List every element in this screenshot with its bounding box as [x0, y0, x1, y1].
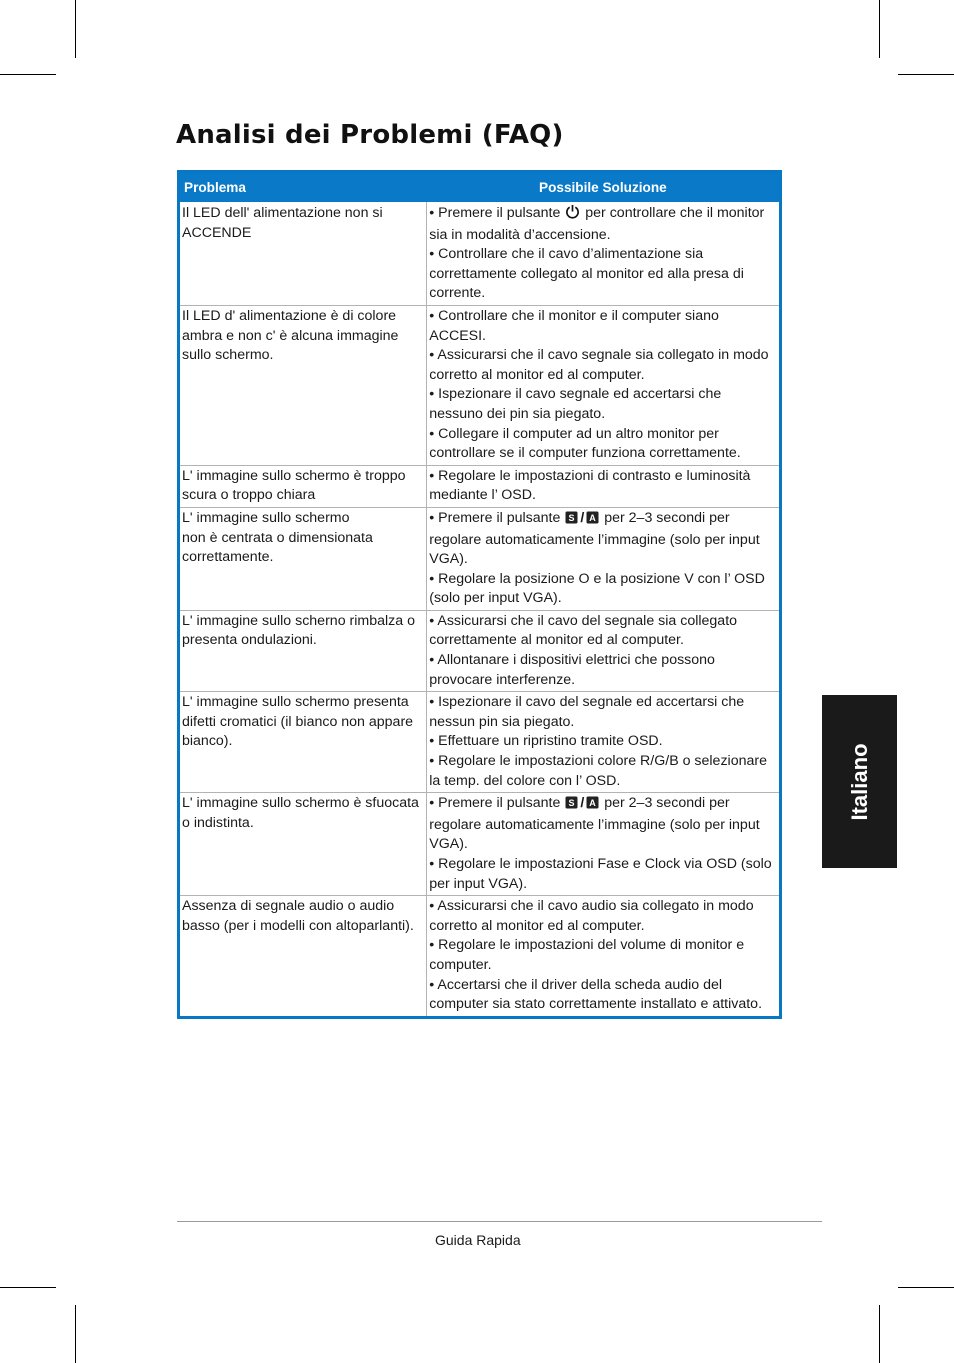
solution-text: • Premere il pulsante [429, 205, 565, 221]
table-row [179, 896, 781, 1018]
a-button-icon [586, 796, 599, 816]
problem-text: correttamente. [182, 549, 274, 566]
faq-table [177, 170, 782, 1019]
solution-item: • Accertarsi che il driver della scheda audio del computer sia stato correttamente installato e attivato. [429, 976, 763, 1013]
page-title: Analisi dei Problemi (FAQ) [176, 120, 564, 150]
table-row [179, 507, 781, 610]
problem-text: o indistinta. [182, 814, 254, 831]
solution-item: • Assicurarsi che il cavo audio sia collegato in modo corretto al monitor ed al computer. [429, 898, 754, 934]
problem-text: non è centrata o dimensionata [182, 529, 373, 546]
footer-divider [177, 1221, 822, 1222]
problem-text: ambra e non c' è alcuna immagine [182, 327, 399, 344]
problem-text: L' immagine sullo schermo [182, 509, 350, 526]
problem-text: L' immagine sullo schermo presenta [182, 694, 409, 711]
solution-item [429, 509, 776, 570]
solution-item: • Regolare le impostazioni del volume di monitor e computer. [429, 937, 745, 973]
s-a-buttons-icon [564, 795, 600, 811]
crop-mark [898, 74, 954, 75]
table-row [179, 305, 781, 465]
solution-item: • Ispezionare il cavo del segnale ed accertarsi che nessun pin sia piegato. [429, 694, 745, 730]
problem-text: bianco). [182, 733, 233, 750]
icon-separator: / [580, 795, 585, 812]
solution-item [429, 204, 776, 245]
crop-mark [75, 1305, 76, 1363]
crop-mark [0, 74, 56, 75]
solution-cell [427, 610, 781, 691]
crop-mark [75, 0, 76, 58]
solution-item: • Controllare che il cavo d’alimentazione sia correttamente collegato al monitor ed alla presa di corrente. [429, 246, 744, 302]
table-row [179, 692, 781, 793]
problem-cell [179, 896, 427, 1018]
problem-text: difetti cromatici (il bianco non appare [182, 713, 414, 730]
a-button-icon [586, 511, 599, 531]
solution-text: per 2–3 secondi per regolare automaticamente l’immagine (solo per input VGA). [429, 509, 760, 568]
table-row [179, 793, 781, 896]
problem-text: Il LED d' alimentazione è di colore [182, 307, 397, 324]
problem-text: L' immagine sullo schermo è troppo [182, 467, 406, 484]
svg-text:S: S [568, 798, 575, 809]
crop-mark [0, 1287, 56, 1288]
solution-item: • Ispezionare il cavo segnale ed accertarsi che nessuno dei pin sia piegato. [429, 386, 722, 422]
svg-text:A: A [589, 512, 597, 523]
icon-separator: / [580, 509, 585, 526]
svg-text:A: A [589, 798, 597, 809]
table-body [179, 202, 781, 1017]
problem-cell [179, 507, 427, 610]
solution-item [429, 794, 776, 855]
problem-cell [179, 202, 427, 305]
solution-item: • Regolare le impostazioni Fase e Clock via OSD (solo per input VGA). [429, 856, 772, 892]
solution-item: • Allontanare i dispositivi elettrici che possono provocare interferenze. [429, 652, 715, 688]
solution-item: • Regolare la posizione O e la posizione V con l’ OSD (solo per input VGA). [429, 570, 765, 607]
problem-cell [179, 610, 427, 691]
table-row [179, 202, 781, 305]
s-button-icon [565, 511, 578, 531]
solution-item: • Regolare le impostazioni colore R/G/B o selezionare la temp. del colore con l’ OSD. [429, 753, 767, 789]
svg-text:S: S [568, 512, 575, 523]
problem-text: basso (per i modelli con altoparlanti). [182, 917, 414, 934]
problem-text: Assenza di segnale audio o audio [182, 898, 395, 915]
problem-text: sullo schermo. [182, 347, 274, 364]
problem-text: Il LED dell' alimentazione non si [182, 205, 383, 221]
solution-text: per 2–3 secondi per regolare automaticamente l’immagine (solo per input VGA). [429, 795, 760, 853]
table-row [179, 610, 781, 691]
solution-cell [427, 896, 781, 1018]
crop-mark [879, 0, 880, 58]
solution-cell [427, 692, 781, 793]
solution-item: • Assicurarsi che il cavo del segnale sia collegato correttamente al monitor ed al computer. [429, 612, 738, 649]
s-a-buttons-icon [564, 510, 600, 526]
solution-cell [427, 305, 781, 465]
solution-cell [427, 793, 781, 896]
solution-cell [427, 507, 781, 610]
problem-text: scura o troppo chiara [182, 487, 316, 504]
problem-cell [179, 793, 427, 896]
footer-text: Guida Rapida [435, 1232, 521, 1248]
solution-text: per controllare che il monitor sia in modalità d’accensione. [429, 205, 765, 243]
problem-text: L' immagine sullo scherno rimbalza o [182, 612, 415, 629]
solution-cell [427, 202, 781, 305]
crop-mark [898, 1287, 954, 1288]
header-solution: Possibile Soluzione [427, 172, 781, 203]
solution-text: • Premere il pulsante [429, 795, 565, 812]
language-tab-label: Italiano [846, 742, 872, 821]
crop-mark [879, 1305, 880, 1363]
solution-text: • Premere il pulsante [429, 509, 565, 526]
table-row [179, 465, 781, 507]
problem-text: L' immagine sullo schermo è sfuocata [182, 795, 419, 812]
language-tab [822, 695, 897, 868]
s-button-icon [565, 796, 578, 816]
power-icon [565, 204, 580, 226]
solution-item: • Regolare le impostazioni di contrasto e luminosità mediante l’ OSD. [429, 467, 751, 504]
solution-item: • Assicurarsi che il cavo segnale sia collegato in modo corretto al monitor ed al computer. [429, 347, 769, 383]
problem-text: ACCENDE [182, 224, 252, 241]
problem-cell [179, 692, 427, 793]
problem-cell [179, 465, 427, 507]
solution-item: • Effettuare un ripristino tramite OSD. [429, 733, 663, 750]
table-header-row [179, 172, 781, 203]
solution-item: • Collegare il computer ad un altro monitor per controllare se il computer funziona correttamente. [429, 425, 741, 462]
problem-text: presenta ondulazioni. [182, 632, 317, 649]
solution-item: • Controllare che il monitor e il computer siano ACCESI. [429, 307, 719, 344]
solution-cell [427, 465, 781, 507]
header-problem: Problema [179, 172, 427, 203]
problem-cell [179, 305, 427, 465]
